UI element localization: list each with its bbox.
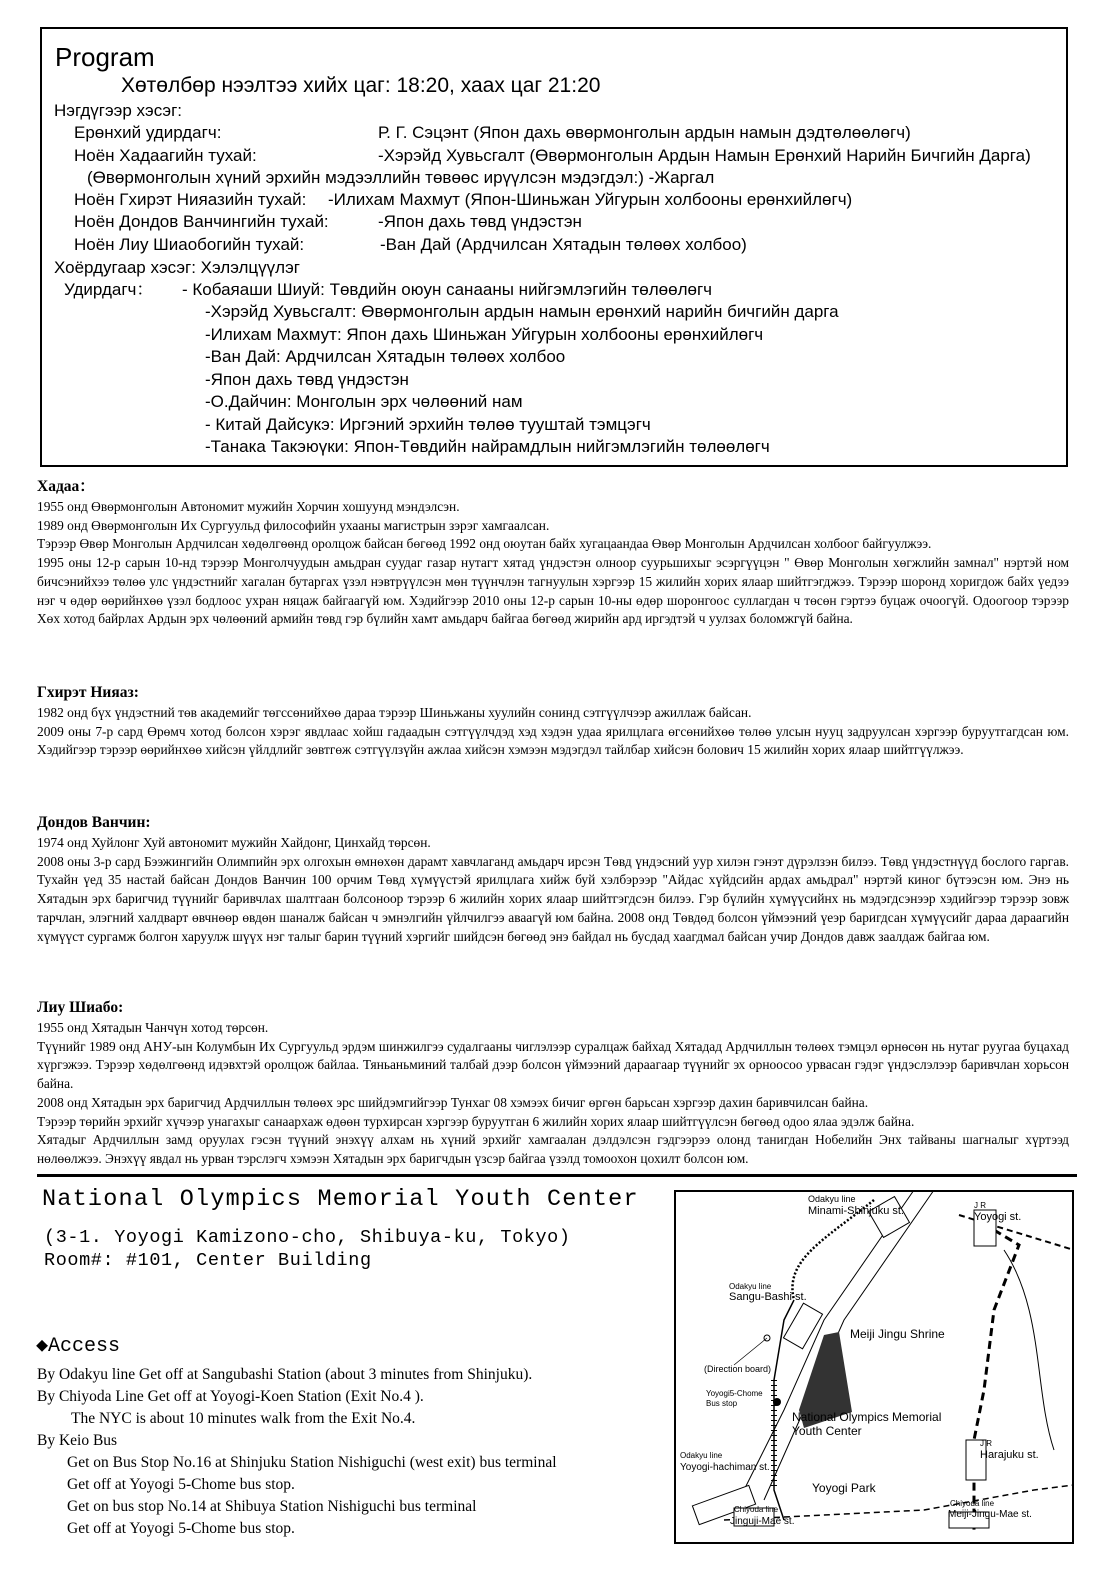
liu-label: Ноён Лиу Шиаобогийн тухай: bbox=[74, 235, 305, 254]
map-label: National Olympics Memorial bbox=[792, 1410, 942, 1424]
bio-hada bbox=[37, 478, 1069, 629]
map-label: Meiji Jingu Shrine bbox=[850, 1327, 945, 1341]
bio-paragraph: 2009 оны 7-р сард Өрөмч хотод болсон хэрэг явдлаас хойш гадаадын сэтгүүлчдэд хэд хэдэн удаа ярилцлага өгсөнийхөө төлөө улсын нууц задруулсан хэргээр буруутгагдсан юм. Хэдийгээр тэрээр өөрийнхөө хийсэн үйлдлийг зөвтгөж сэтгүүлзүйн ажлаа хийсэн хэмээн мэдэгдэл тайлбар хийсэн болович 15 жилийн хорих ялаар шийтгүүлжээ. bbox=[37, 723, 1069, 758]
bio-paragraph: 2008 оны 3-р сард Бээжингийн Олимпийн эрх олгохын өмнөхөн дарамт хавчлаганд амьдарч ирсэн Төвд үндэсний уур хилэн гэнэт дүрэлзэн билээ. Төвд үндэстнүүд бослого гаргав. Тухайн үед 35 настай байсан Дондов Ванчин 100 орчим Төвд хүмүүстэй ярилцлага хийж буй хэлбэрээр "Айдас хүйдсийн ардах амьдрал" нэртэй киног бүтээсэн юм. Энэ нь Хятадын эрх баригчид түүнийг баривчлах шалтгаан болсоноор тэрээр 6 жилийн хорих ялаар шийтгэгдсэн билээ. Гэр бүлийн хүмүүсийнх нь мэдэгдсэнээр хэдийгээр тэрээр зовж тарчлан, элэгний халдварт өвчнөөр өвдөн шаналж байсан ч эмнэлгийн үйлчилгээ аваагүй юм байна. 2008 онд Төвдөд болсон үймээний үеэр баригдсан хүмүүсийг дараа дараагийн хүмүүст сургамж болгон харуулж шүүх нэг талыг барин түүний хэргийг шийдсэн бөгөөд энэ байдал нь бусдад хаагдмал байсан учир Дондов давж заалдаж байгаа юм. bbox=[37, 853, 1069, 944]
panelist: -Япон дахь төвд үндэстэн bbox=[205, 370, 409, 389]
map-label: Chiyoda line bbox=[734, 1505, 779, 1514]
bio-paragraph: 1974 онд Хуйлонг Хуй автономит мужийн Хайдонг, Цинхайд төрсөн. bbox=[37, 835, 431, 850]
map-label: Sangu-Bashi st. bbox=[729, 1291, 807, 1303]
bio-paragraph: 1955 онд Хятадын Чанчүн хотод төрсөн. bbox=[37, 1020, 269, 1035]
access-line: Get on bus stop No.14 at Shibuya Station Nishiguchi bus terminal bbox=[67, 1498, 477, 1515]
part2-moderator-value: - Кобаяаши Шиуй: Төвдийн оюун санааны нийгэмлэгийн төлөөлөгч bbox=[182, 280, 713, 299]
dhondup-label: Ноён Дондов Ванчингийн тухай: bbox=[74, 212, 329, 231]
access-line: Get on Bus Stop No.16 at Shinjuku Station Nishiguchi (west exit) bus terminal bbox=[67, 1454, 557, 1471]
gheyrat-label: Ноён Гхирэт Нияазийн тухай: bbox=[74, 190, 307, 209]
access-line: By Chiyoda Line Get off at Yoyogi-Koen Station (Exit No.4 ). bbox=[37, 1388, 424, 1405]
moderator-label: Ерөнхий удирдагч: bbox=[74, 123, 222, 142]
map-label: Jinguji-Mae st. bbox=[730, 1516, 795, 1527]
map-label: Yoyogi st. bbox=[974, 1211, 1022, 1223]
bio-heading: Гхирэт Нияаз: bbox=[37, 684, 139, 701]
program-time: Хөтөлбөр нээлтээ хийх цаг: 18:20, хаах цаг 21:20 bbox=[121, 74, 601, 97]
bio-paragraph: Тэрээр Өвөр Монголын Ардчилсан хөдөлгөөнд оролцож байсан бөгөөд 1992 онд оюутан байх хугацаандаа Өвөр Монголын Ардчилсан холбоог байгуулжээ. bbox=[37, 536, 932, 552]
program-title: Program bbox=[55, 42, 155, 72]
bio-heading: Лиу Шиабо: bbox=[37, 999, 124, 1016]
program-box bbox=[40, 27, 1068, 467]
access-line: The NYC is about 10 minutes walk from the Exit No.4. bbox=[71, 1410, 416, 1427]
part1-heading: Нэгдүгээр хэсэг: bbox=[54, 101, 182, 120]
map-label: Bus stop bbox=[706, 1399, 738, 1408]
bio-paragraph: Түүнийг 1989 онд АНУ-ын Колумбын Их Сургуульд эрдэм шинжилгээ судалгааны чиглэлээр суралцаж байхад Хятадад Ардчиллын төлөөх тэмцэл өрнөсөн нь нутаг руугаа буцахад хүргэжээ. Тэрээр хөдөлгөөнд идэвхтэй оролцож байлаа. Тяньаньминий талбай дээр болсон үймээний дараагаар түүнийг эх орноосоо урвасан гэдэг үндэслэлээр баривчлан хорьсон байна. bbox=[37, 1038, 1069, 1092]
panelist: -О.Дайчин: Монголын эрх чөлөөний нам bbox=[205, 392, 523, 411]
liu-value: -Ван Дай (Ардчилсан Хятадын төлөөх холбоо) bbox=[380, 235, 747, 254]
bio-paragraph: 1989 онд Өвөрмонголын Их Сургуульд философийн ухааны магистрын зэрэг хамгаалсан. bbox=[37, 517, 550, 533]
part2-moderator-label: Удирдагч： bbox=[64, 280, 154, 299]
panelist: -Илихам Махмут: Япон дахь Шиньжан Уйгурын холбооны ерөнхийлөгч bbox=[205, 325, 764, 344]
venue-name: National Olympics Memorial Youth Center bbox=[42, 1186, 639, 1213]
panelist: - Китай Дайсукэ: Иргэний эрхийн төлөө тууштай тэмцэгч bbox=[205, 415, 651, 434]
bus-stop-marker bbox=[773, 1398, 781, 1406]
map-label: Odakyu line bbox=[729, 1282, 772, 1291]
access-line: By Odakyu line Get off at Sangubashi Station (about 3 minutes from Shinjuku). bbox=[37, 1366, 533, 1383]
bio-paragraph: Тэрээр төрийн эрхийг хүчээр унагахыг санаархаж өдөөн турхирсан хэргээр буруутган 6 жилийн хорих ялаар шийтгүүлсэн бөгөөд одоо ялаа эдэлж байна. bbox=[37, 1113, 915, 1129]
access-heading: ◆Access bbox=[36, 1335, 121, 1358]
bio-paragraph: 2008 онд Хятадын эрх баригчид Ардчиллын төлөөх эрс шийдэмгийгээр Тунхаг 08 хэмээх бичиг өргөн барьсан хэргээр дахин баривчилсан байна. bbox=[37, 1094, 869, 1110]
panelist: -Танака Такэюүки: Япон-Төвдийн найрамдлын нийгэмлэгийн төлөөлөгч bbox=[205, 437, 770, 456]
bio-dhondup bbox=[37, 814, 1069, 946]
map-label: Yoyogi-hachiman st. bbox=[680, 1462, 770, 1473]
section-divider bbox=[37, 1174, 1077, 1177]
dhondup-value: -Япон дахь төвд үндэстэн bbox=[378, 212, 582, 231]
bio-heading: Дондов Ванчин: bbox=[37, 814, 151, 831]
panelist: -Ван Дай: Ардчилсан Хятадын төлөөх холбоо bbox=[205, 347, 566, 366]
bio-heading: Хадаа： bbox=[37, 478, 95, 495]
map-label: Odakyu line bbox=[808, 1194, 856, 1204]
map-label: Minami-Shinjuku st. bbox=[808, 1205, 904, 1217]
venue-address: (3-1. Yoyogi Kamizono-cho, Shibuya-ku, Tokyo) bbox=[44, 1227, 571, 1248]
map-label: Youth Center bbox=[792, 1424, 862, 1438]
map-label: J R bbox=[974, 1201, 986, 1210]
hada-label: Ноён Хадаагийн тухай: bbox=[74, 146, 257, 165]
access-line: Get off at Yoyogi 5-Chome bus stop. bbox=[67, 1520, 295, 1537]
part2-heading: Хоёрдугаар хэсэг: Хэлэлцүүлэг bbox=[54, 258, 300, 277]
gheyrat-value: -Илихам Махмут (Япон-Шиньжан Уйгурын холбооны ерөнхийлөгч) bbox=[328, 190, 853, 209]
bio-paragraph: 1955 онд Өвөрмонголын Автономит мужийн Хорчин хошуунд мэндэлсэн. bbox=[37, 499, 460, 514]
bio-paragraph: 1982 онд бүх үндэстний төв академийг төгссөнийхөө дараа тэрээр Шиньжаны хуулийн сонинд сэтгүүлчээр ажиллаж байсан. bbox=[37, 705, 752, 720]
map-label: Meiji-Jingu-Mae st. bbox=[948, 1509, 1032, 1520]
access-map bbox=[674, 1190, 1074, 1544]
hada-value: -Хэрэйд Хувьсгалт (Өвөрмонголын Ардын Намын Ерөнхий Нарийн Бичгийн Дарга) bbox=[378, 146, 1031, 165]
map-label: Odakyu line bbox=[680, 1451, 723, 1460]
hada-extra: (Өвөрмонголын хүний эрхийн мэдээллийн төвөөс ирүүлсэн мэдэгдэл:) -Жаргал bbox=[87, 168, 715, 187]
access-line: By Keio Bus bbox=[37, 1432, 118, 1449]
bio-gheyrat bbox=[37, 684, 1069, 760]
map-label: J R bbox=[980, 1439, 992, 1448]
map-label: Harajuku st. bbox=[980, 1449, 1039, 1461]
venue-room: Room#: #101, Center Building bbox=[44, 1250, 372, 1271]
moderator-value: Р. Г. Сэцэнт (Япон дахь өвөрмонголын ардын намын дэдтөлөөлөгч) bbox=[378, 123, 911, 142]
bio-paragraph: 1995 оны 12-р сарын 10-нд тэрээр Монголчуудын амьдран суудаг газар нутагт хятад үндэстэн олноор суурьшихыг эсэргүүцэн " Өвөр Монголын хөгжлийн замнал" нэртэй ном бичсэнийхээ төлөө улс үндэстнийг хагалан бутаргах үзэл нэвтрүүлсэн мөн түүнчлэн тагнуулын хэргээр 15 жилийн хорих ялаар шийтгэгджээ. Тэрээр шоронд хоригдож байх үедээ нэг ч өдөр өөрийнхөө үзэл бодлоос ухран няцаж байгаагүй юм. Хэдийгээр 2010 оны 12-р сарын 10-ны өдөр шоронгоос суллагдан ч төсөн гэртээ буцаж очоогүй. Одоогоор тэрээр Хөх хотод байрлах Ардын эрх чөлөөний армийн төвд гэр бүлийн хамт амьдарч байгаа бөгөөд жирийн ард иргэдтэй ч уулзах боломжгүй байна. bbox=[37, 555, 1069, 627]
map-label: (Direction board) bbox=[704, 1364, 772, 1374]
map-label: Chiyoda line bbox=[950, 1499, 995, 1508]
panelist: -Хэрэйд Хувьсгалт: Өвөрмонголын ардын намын ерөнхий нарийн бичгийн дарга bbox=[205, 302, 839, 321]
map-label: Yoyogi5-Chome bbox=[706, 1389, 763, 1398]
access-line: Get off at Yoyogi 5-Chome bus stop. bbox=[67, 1476, 295, 1493]
bio-paragraph: Хятадыг Ардчиллын замд оруулах гэсэн түүний энэхүү алхам нь хүний эрхийг хамгаалан дэлдэлсэн гэдгээрээ олонд танигдан Нобелийн Энх тайваны шагналыг хүртээд нөлөөлжээ. Энэхүү явдал нь урван тэрслэгч хэмээн Хятадын эрх баригчдын үзсэр байгаа үзэлд томоохон цохилт болсон юм. bbox=[37, 1132, 1069, 1166]
bio-liu bbox=[37, 999, 1069, 1169]
map-label: Yoyogi Park bbox=[812, 1481, 876, 1495]
